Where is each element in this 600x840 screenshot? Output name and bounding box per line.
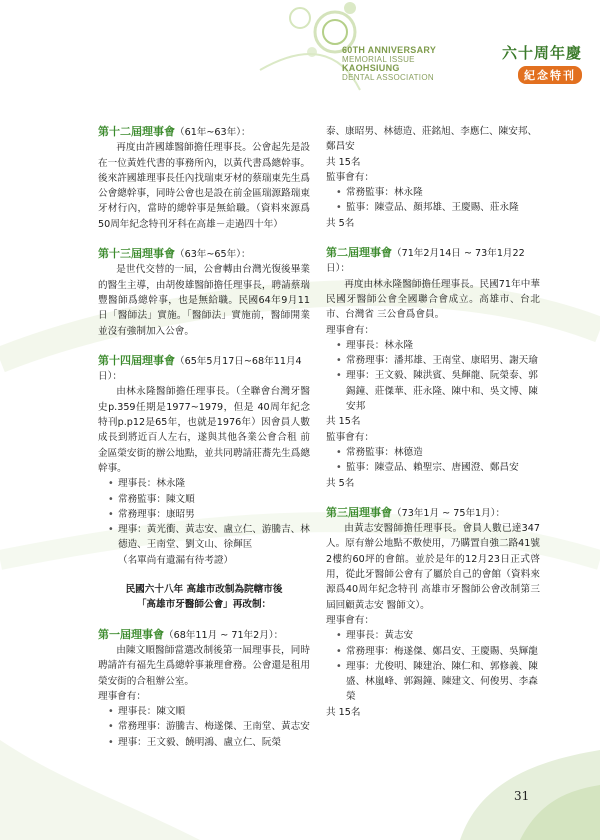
anniversary-line2: MEMORIAL ISSUE xyxy=(342,55,415,64)
council-label: 理事會有： xyxy=(326,614,374,626)
section-2-heading xyxy=(326,245,540,277)
list-item: • 理事：尤俊明、陳建治、陳仁和、郭修義、陳盛、林嵐峰、郭錫鐘、陳建文、何俊男、李森榮 xyxy=(336,659,540,705)
section-title: 第十二屆理事會 xyxy=(98,125,175,138)
section-2-roles xyxy=(326,338,540,414)
section-14-paragraph: 由林永隆醫師擔任理事長。（全聯會台灣牙醫史p.359任期是1977~1979，但是 40周年紀念特刊p.p12是65年，也就是1976年）因會員人數成長到將近百人左右，遂與其他各業公會合租 前金區榮安街的辦公地點，並共同聘請莊蕎先生爲總幹事。 xyxy=(98,386,310,474)
list-item: • 理事：黃光衝、黃志安、盧立仁、游騰吉、林德造、王南堂、劉文山、徐輝匡 xyxy=(108,522,310,553)
list-item: • 常務理事：潘邦雄、王南堂、康昭男、謝天瑜 xyxy=(336,353,540,368)
section-1-supervisors xyxy=(326,185,540,216)
header xyxy=(342,40,582,100)
list-item: • 監事：陳壹品、顏邦雄、王慶賜、莊永隆 xyxy=(336,200,540,215)
list-item: • 理事長：黃志安 xyxy=(336,628,540,643)
list-item: • 理事：王文毅、陳洪賓、吳輝龍、阮榮泰、郭錫鐘、莊傑華、莊永隆、陳中和、吳文博、陳安邦 xyxy=(336,368,540,414)
list-item: • 理事：王文毅、饒明鴻、盧立仁、阮榮 xyxy=(108,735,310,750)
section-title: 第一屆理事會 xyxy=(98,627,164,641)
right-column xyxy=(326,124,540,720)
section-dates: （63年~65年）： xyxy=(175,249,251,261)
section-2-supervisors xyxy=(326,445,540,476)
council-total: 共 15名 xyxy=(326,706,361,718)
section-12-paragraph: 再度由許國雄醫師擔任理事長。公會起先是設在一位黃姓代書的事務所內，以黃代書爲總幹事。後來許國雄理事長任內找瑞東牙材的蔡瑞東先生爲公會總幹事，同時公會也是設在前金區瑞源路瑞東牙材行內，當時的總幹事是無給職。（資料來源爲50周年紀念特刊牙科在高雄－走過四十年） xyxy=(98,142,310,230)
section-14-roles xyxy=(98,476,310,552)
section-3-heading xyxy=(326,505,540,521)
list-item: • 理事長：林永隆 xyxy=(108,476,310,491)
section-1-paragraph: 由陳文順醫師當選改制後第一屆理事長，同時聘請許有福先生爲總幹事兼理會務。公會還是租用榮安街的合租辦公室。 xyxy=(98,644,310,687)
supervisor-label: 監事會有： xyxy=(326,431,374,443)
section-dates: （65年5月17日~68年11月4日）： xyxy=(98,355,302,383)
section-title: 第三屆理事會 xyxy=(326,505,392,519)
council-label: 理事會有： xyxy=(98,690,146,702)
council-total: 共 15名 xyxy=(326,416,361,428)
list-item: • 常務理事：游騰吉、梅遂傑、王南堂、黃志安 xyxy=(108,719,310,734)
section-1-roles-continued: 泰、康昭男、林德造、莊銘旭、李應仁、陳安邦、鄭昌安 xyxy=(326,126,538,153)
section-dates: （68年11月 ~ 71年2月）： xyxy=(164,629,284,641)
list-item: • 監事：陳壹品、賴聖宗、唐國澄、鄭昌安 xyxy=(336,460,540,475)
reorganization-line1: 民國六十八年 高雄市改制為院轄市後 xyxy=(125,584,283,596)
supervisor-label: 監事會有： xyxy=(326,171,374,183)
section-1-roles xyxy=(98,704,310,750)
section-14-note: （名單尚有遺漏有待考證） xyxy=(118,554,234,566)
anniversary-line1: 60TH ANNIVERSARY xyxy=(342,45,437,55)
section-3-paragraph: 由黃志安醫師擔任理事長。會員人數已達347人。原有辦公地點不敷使用，乃購置自強二路41號2樓約60坪的會館。並於是年的12月23日正式啓用，從此牙醫師公會有了屬於自己的會館（資料來源爲40周年紀念特刊 高雄市牙醫師公會改制第三屆回顧黃志安 醫師文）。 xyxy=(326,523,540,611)
list-item: • 理事長：陳文順 xyxy=(108,704,310,719)
list-item: • 理事長：林永隆 xyxy=(336,338,540,353)
title-60th: 六十周年慶 xyxy=(501,44,582,62)
page-number: 31 xyxy=(514,789,530,803)
council-total: 共 15名 xyxy=(326,156,361,168)
section-14-heading xyxy=(98,353,310,385)
section-13-paragraph: 是世代交替的一屆，公會轉由台灣光復後畢業的醫生主導，由胡俊雄醫師擔任理事長，聘請蔡瑞豐醫師爲總幹事，也是無給職。民國64年9月11日「醫師法」實施。「醫師法」實施前，醫師開業並沒有強制加入公會。 xyxy=(98,264,310,337)
section-12-heading xyxy=(98,124,310,140)
section-1-heading xyxy=(98,627,310,643)
section-title: 第二屆理事會 xyxy=(326,246,392,260)
supervisor-total: 共 5名 xyxy=(326,217,355,229)
section-dates: （73年1月 ~ 75年1月）： xyxy=(392,507,506,519)
section-2-paragraph: 再度由林永隆醫師擔任理事長。民國71年中華民國牙醫師公會全國聯合會成立。高雄市、台北市、台灣省 三公會爲會員。 xyxy=(326,278,540,321)
jubilee-title xyxy=(502,42,582,84)
left-column xyxy=(98,124,310,750)
section-3-roles xyxy=(326,628,540,704)
section-13-heading xyxy=(98,246,310,262)
section-dates: （71年2月14日 ~ 73年1月22日）： xyxy=(326,248,525,275)
anniversary-line3: KAOHSIUNG xyxy=(342,63,400,73)
list-item: • 常務理事：梅遂傑、鄭昌安、王慶賜、吳輝龍 xyxy=(336,644,540,659)
subtitle-memorial: 紀念特刊 xyxy=(518,66,582,84)
council-label: 理事會有： xyxy=(326,324,374,336)
list-item: • 常務理事：康昭男 xyxy=(108,507,310,522)
anniversary-line4: DENTAL ASSOCIATION xyxy=(342,73,434,82)
section-dates: （61年~63年）： xyxy=(175,127,251,138)
supervisor-total: 共 5名 xyxy=(326,477,355,489)
section-title: 第十四屆理事會 xyxy=(98,353,175,367)
section-title: 第十三屆理事會 xyxy=(98,247,175,261)
list-item: • 常務監事：林永隆 xyxy=(336,185,540,200)
list-item: • 常務監事：陳文順 xyxy=(108,492,310,507)
association-name: 「高雄市牙醫師公會」 xyxy=(136,599,233,611)
reorganization-notice xyxy=(98,582,310,613)
reorganization-line2: 再改制： xyxy=(232,599,272,611)
anniversary-logo-text xyxy=(342,46,436,82)
list-item: • 常務監事：林德造 xyxy=(336,445,540,460)
